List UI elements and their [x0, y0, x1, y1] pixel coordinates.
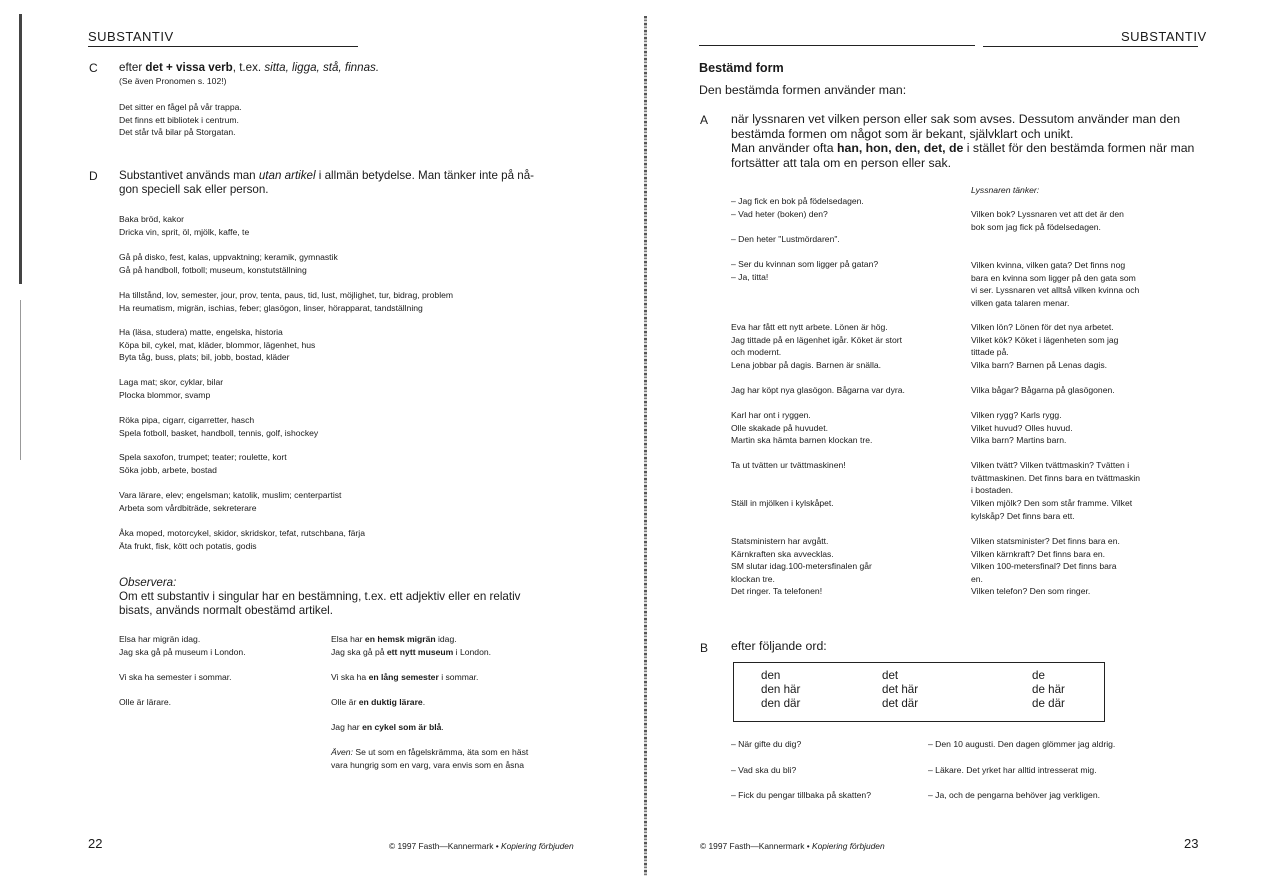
observera-title: Observera:	[119, 576, 177, 589]
observera-block: Observera: Om ett substantiv i singular har en bestämning, t.ex. ett adjektiv eller en relativ bisats, används normalt obestämd artikel.	[119, 576, 521, 617]
section-c-note: (Se även Pronomen s. 102!)	[119, 76, 227, 86]
right-header-rule-right	[983, 46, 1198, 47]
pair-left-1: Elsa har migrän idag. Jag ska gå på museum i London.	[119, 634, 246, 657]
dialog-right: Vilka bågar? Bågarna på glasögonen.	[971, 385, 1115, 395]
section-a-text: när lyssnaren vet vilken person eller sak som avses. Dessutom använder man den bestämda formen om något som är bekant, självklart och unikt. Man använder ofta han, hon, den, det, de i stället för den bestämda formen när man fortsätter att tala om en person eller sak.	[731, 112, 1195, 170]
dialog-left: Jag har köpt nya glasögon. Bågarna var dyra.	[731, 385, 905, 395]
b-example-right: – Ja, och de pengarna behöver jag verkligen.	[928, 790, 1100, 800]
dialog-right: Vilken tvätt? Vilken tvättmaskin? Tvätten i tvättmaskinen. Det finns bara en tvättmaskin i bostaden.	[971, 460, 1141, 496]
page-gutter	[644, 16, 647, 876]
dialog-right: Vilken lön? Lönen för det nya arbetet. Vilket kök? Köket i lägenheten som jag tittade på. Vilka barn? Barnen på Lenas dagis.	[971, 322, 1119, 370]
dialog-right: Vilken bok? Lyssnaren vet att det är den bok som jag fick på födelsedagen.	[971, 209, 1124, 232]
section-d-text: Substantivet används man utan artikel i allmän betydelse. Man tänker inte på nå- gon speciell sak eller person.	[119, 169, 535, 196]
dialog-left: Karl har ont i ryggen. Olle skakade på huvudet. Martin ska hämta barnen klockan tre.	[731, 410, 873, 446]
left-copyright: © 1997 Fasth—Kannermark • Kopiering förbjuden	[389, 841, 574, 851]
right-copyright: © 1997 Fasth—Kannermark • Kopiering förbjuden	[700, 841, 885, 851]
dialog-left: Eva har fått ett nytt arbete. Lönen är hög. Jag tittade på en lägenhet igår. Köket är stort och modernt. Lena jobbar på dagis. Barnen är snälla.	[731, 322, 903, 370]
example-line: Det står två bilar på Storgatan.	[119, 127, 236, 138]
dialog-left: Statsministern har avgått. Kärnkraften ska avvecklas. SM slutar idag.100-metersfinalen går klockan tre. Det ringer. Ta telefonen!	[731, 536, 872, 597]
section-c-examples	[119, 101, 242, 139]
pair-left-3: Olle är lärare.	[119, 697, 172, 707]
pair-right-3: Olle är en duktig lärare.	[331, 697, 426, 707]
left-scan-edge	[19, 14, 22, 284]
right-page-number: 23	[1184, 836, 1199, 851]
right-header-rule-left	[699, 45, 975, 46]
example-line: Det finns ett bibliotek i centrum.	[119, 114, 239, 125]
example-group: Ha (läsa, studera) matte, engelska, historia Köpa bil, cykel, mat, kläder, blommor, lägenhet, hus Byta tåg, buss, plats; bil, jobb, bostad, kläder	[119, 327, 316, 363]
dialog-left: Ställ in mjölken i kylskåpet.	[731, 498, 834, 508]
dialog-left: – Den heter "Lustmördaren".	[731, 234, 840, 244]
b-example-left: – Fick du pengar tillbaka på skatten?	[731, 790, 871, 800]
dialog-right: Vilken mjölk? Den som står framme. Vilket kylskåp? Det finns bara ett.	[971, 498, 1133, 521]
left-header: SUBSTANTIV	[88, 29, 174, 44]
dialog-left: – Ser du kvinnan som ligger på gatan? – Ja, titta!	[731, 259, 879, 282]
pair-right-5: Även: Se ut som en fågelskrämma, äta som en häst vara hungrig som en varg, vara envis som en åsna	[331, 747, 529, 770]
word-column: de de här de där	[1032, 669, 1065, 710]
dialog-right: Vilken rygg? Karls rygg. Vilket huvud? Olles huvud. Vilka barn? Martins barn.	[971, 410, 1073, 446]
word-column: det det här det där	[882, 669, 919, 710]
right-intro: Den bestämda formen använder man:	[699, 83, 907, 97]
dialog-right: Vilken statsminister? Det finns bara en. Vilken kärnkraft? Det finns bara en. Vilken 100-metersfinal? Det finns bara en. Vilken telefon? Den som ringer.	[971, 536, 1120, 597]
word-column: den den här den där	[761, 669, 801, 710]
right-header: SUBSTANTIV	[1121, 29, 1207, 44]
section-c-label: C	[89, 61, 98, 75]
section-d-label: D	[89, 169, 98, 183]
pair-right-1: Elsa har en hemsk migrän idag. Jag ska gå på ett nytt museum i London.	[331, 634, 492, 657]
example-line: Det sitter en fågel på vår trappa.	[119, 102, 242, 112]
b-example-right: – Läkare. Det yrket har alltid intresserat mig.	[928, 765, 1097, 775]
section-a-label: A	[700, 113, 709, 127]
right-title: Bestämd form	[699, 61, 784, 75]
example-group: Vara lärare, elev; engelsman; katolik, muslim; centerpartist Arbeta som vårdbiträde, sekreterare	[119, 490, 342, 513]
pair-right-2: Vi ska ha en lång semester i sommar.	[331, 672, 479, 682]
pair-right-4: Jag har en cykel som är blå.	[331, 722, 444, 732]
example-group: Röka pipa, cigarr, cigarretter, hasch Spela fotboll, basket, handboll, tennis, golf, ishockey	[119, 415, 319, 438]
b-example-left: – Vad ska du bli?	[731, 765, 797, 775]
example-group: Åka moped, motorcykel, skidor, skridskor, tefat, rutschbana, färja Äta frukt, fisk, kött och potatis, godis	[119, 528, 365, 551]
example-group: Ha tillstånd, lov, semester, jour, prov, tenta, paus, tid, lust, möjlighet, tur, bidrag, problem Ha reumatism, migrän, ischias, feber; glasögon, linser, hörapparat, tandställning	[119, 290, 454, 313]
section-c-intro: efter det + vissa verb, t.ex. sitta, ligga, stå, finnas.	[119, 61, 380, 74]
example-group: Baka bröd, kakor Dricka vin, sprit, öl, mjölk, kaffe, te	[119, 214, 250, 237]
listener-heading: Lyssnaren tänker:	[971, 185, 1040, 195]
dialog-left: – Jag fick en bok på födelsedagen. – Vad heter (boken) den?	[731, 196, 864, 219]
example-group: Spela saxofon, trumpet; teater; roulette, kort Söka jobb, arbete, bostad	[119, 452, 287, 475]
left-header-rule	[88, 46, 358, 47]
b-example-left: – När gifte du dig?	[731, 739, 802, 749]
dialog-right: Vilken kvinna, vilken gata? Det finns nog bara en kvinna som ligger på den gata som vi ser. Lyssnaren vet alltså vilken kvinna och vilken gata talaren menar.	[971, 260, 1140, 308]
b-example-right: – Den 10 augusti. Den dagen glömmer jag aldrig.	[928, 739, 1116, 749]
left-scan-edge-lower	[20, 300, 21, 460]
section-b-text: efter följande ord:	[731, 639, 827, 653]
section-b-label: B	[700, 641, 709, 655]
left-page-number: 22	[88, 836, 103, 851]
example-group: Gå på disko, fest, kalas, uppvaktning; keramik, gymnastik Gå på handboll, fotboll; museum, konstutställning	[119, 252, 338, 275]
pair-left-2: Vi ska ha semester i sommar.	[119, 672, 232, 682]
example-group: Laga mat; skor, cyklar, bilar Plocka blommor, svamp	[119, 377, 224, 400]
dialog-left: Ta ut tvätten ur tvättmaskinen!	[731, 460, 846, 470]
